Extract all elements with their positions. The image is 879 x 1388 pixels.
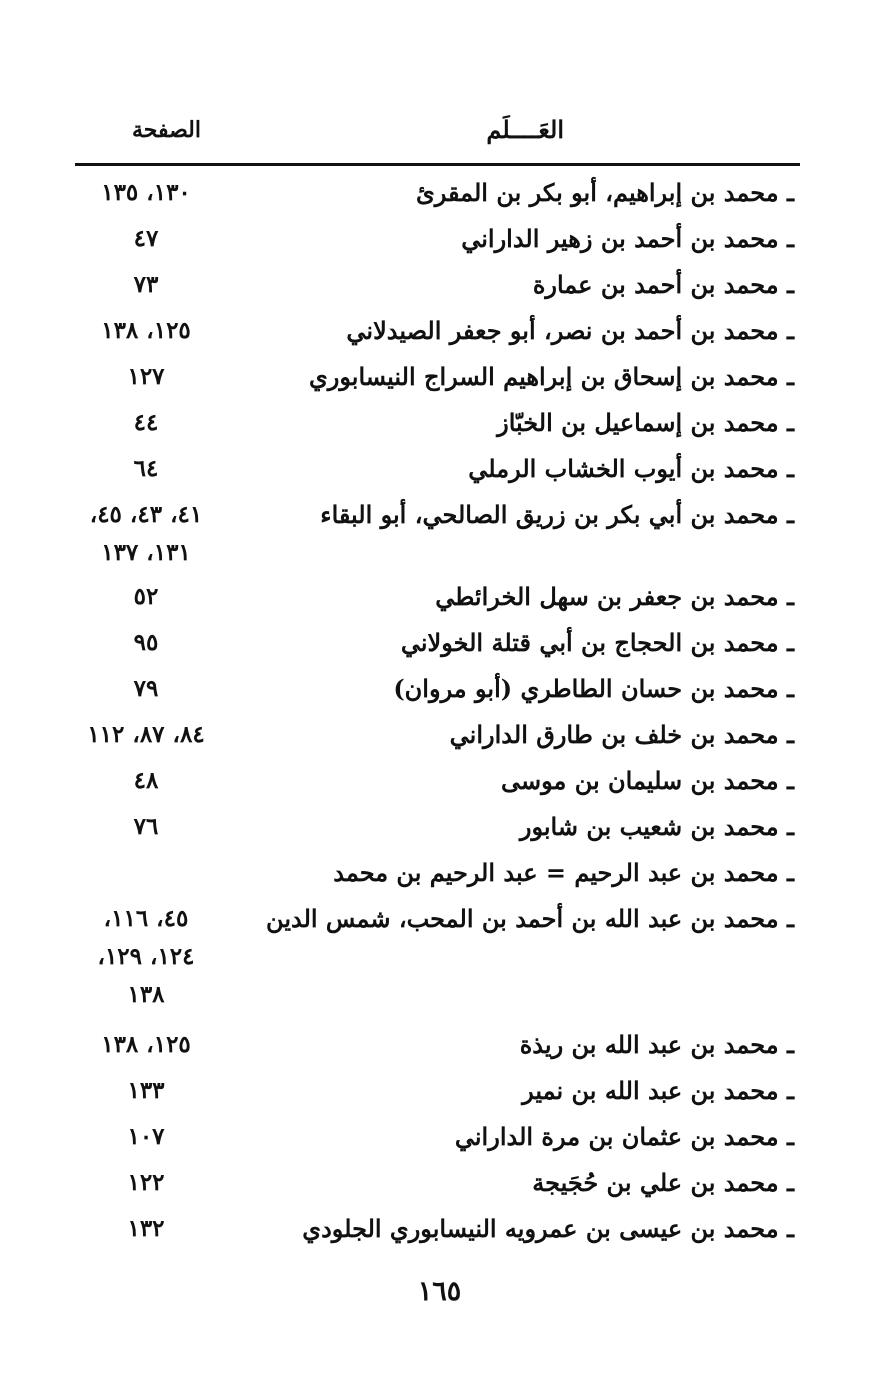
entry-pages: ٧٣ xyxy=(133,271,159,298)
index-entry xyxy=(0,262,879,308)
entry-pages: ٤٧ xyxy=(133,225,159,252)
entry-name: ـ محمد بن عبد الرحيم = عبد الرحيم بن محمد xyxy=(333,858,794,887)
entry-pages: ١٣٣ xyxy=(127,1077,165,1104)
entry-name: ـ محمد بن إبراهيم، أبو بكر بن المقرئ xyxy=(415,178,794,207)
entry-name: ـ محمد بن أيوب الخشاب الرملي xyxy=(468,454,794,483)
entry-name: ـ محمد بن علي بن حُجَيجة xyxy=(532,1168,794,1197)
entry-name: ـ محمد بن حسان الطاطري (أبو مروان) xyxy=(393,674,794,703)
entry-pages: ٦٤ xyxy=(133,455,159,482)
entry-pages: ١٣٠، ١٣٥ xyxy=(101,179,191,206)
entry-name: ـ محمد بن أحمد بن نصر، أبو جعفر الصيدلاني xyxy=(346,316,794,345)
entry-name: ـ محمد بن الحجاج بن أبي قتلة الخولاني xyxy=(400,628,794,657)
entry-name: ـ محمد بن عبد الله بن أحمد بن المحب، شمس الدين xyxy=(266,904,794,933)
entry-pages: ١٢٥، ١٣٨ xyxy=(101,317,191,344)
index-entry xyxy=(0,712,879,758)
page-column-header: الصفحة xyxy=(131,117,201,143)
entry-name: ـ محمد بن أحمد بن زهير الداراني xyxy=(461,224,794,253)
index-entry xyxy=(0,308,879,354)
entry-name: ـ محمد بن جعفر بن سهل الخرائطي xyxy=(435,582,794,611)
entry-pages: ٥٢ xyxy=(133,583,159,610)
index-entry xyxy=(0,804,879,850)
entry-name: ـ محمد بن أحمد بن عمارة xyxy=(532,270,794,299)
entry-pages: ٤٥، ١١٦، ١٢٤، ١٢٩، ١٣٨ xyxy=(97,905,195,1008)
entry-pages: ٤١، ٤٣، ٤٥، ١٣١، ١٣٧ xyxy=(89,501,203,566)
entry-name: ـ محمد بن عثمان بن مرة الداراني xyxy=(454,1122,794,1151)
entry-pages: ٩٥ xyxy=(133,629,159,656)
index-entry xyxy=(0,354,879,400)
entry-name: ـ محمد بن شعيب بن شابور xyxy=(519,812,794,841)
index-entry xyxy=(0,574,879,620)
entry-name: ـ محمد بن عبد الله بن ريذة xyxy=(519,1030,794,1059)
index-entries xyxy=(0,170,879,1252)
entry-pages: ٧٩ xyxy=(133,675,159,702)
index-entry xyxy=(0,446,879,492)
entry-name: ـ محمد بن أبي بكر بن زريق الصالحي، أبو البقاء xyxy=(320,500,794,529)
index-entry xyxy=(0,1206,879,1252)
entry-name: ـ محمد بن سليمان بن موسى xyxy=(500,766,794,795)
index-entry xyxy=(0,620,879,666)
entry-name: ـ محمد بن عبد الله بن نمير xyxy=(522,1076,794,1105)
entry-pages: ٤٤ xyxy=(133,409,159,436)
header-rule xyxy=(75,163,800,166)
index-entry xyxy=(0,758,879,804)
index-entry xyxy=(0,850,879,896)
entry-pages: ١٢٧ xyxy=(127,363,165,390)
entry-pages: ٨٤، ٨٧، ١١٢ xyxy=(87,721,205,748)
index-entry xyxy=(0,1068,879,1114)
entry-name: ـ محمد بن إسماعيل بن الخبّاز xyxy=(497,408,794,437)
entry-pages: ١٠٧ xyxy=(127,1123,165,1150)
entry-pages xyxy=(71,850,221,854)
index-entry xyxy=(0,492,879,574)
entry-name: ـ محمد بن إسحاق بن إبراهيم السراج النيسابوري xyxy=(308,362,794,391)
index-entry xyxy=(0,896,879,1022)
index-entry xyxy=(0,666,879,712)
entry-pages: ٤٨ xyxy=(133,767,159,794)
index-entry xyxy=(0,170,879,216)
entry-pages: ١٣٢ xyxy=(127,1215,165,1242)
entry-pages: ١٢٥، ١٣٨ xyxy=(101,1031,191,1058)
page-number: ١٦٥ xyxy=(417,1276,462,1307)
entry-name: ـ محمد بن عيسى بن عمرويه النيسابوري الجلودي xyxy=(302,1214,794,1243)
index-entry xyxy=(0,1022,879,1068)
entry-pages: ٧٦ xyxy=(133,813,159,840)
index-entry xyxy=(0,216,879,262)
name-column-header: العَــــلَم xyxy=(486,115,564,144)
index-entry xyxy=(0,1160,879,1206)
entry-name: ـ محمد بن خلف بن طارق الداراني xyxy=(449,720,794,749)
index-entry xyxy=(0,1114,879,1160)
entry-pages: ١٢٢ xyxy=(127,1169,165,1196)
index-entry xyxy=(0,400,879,446)
